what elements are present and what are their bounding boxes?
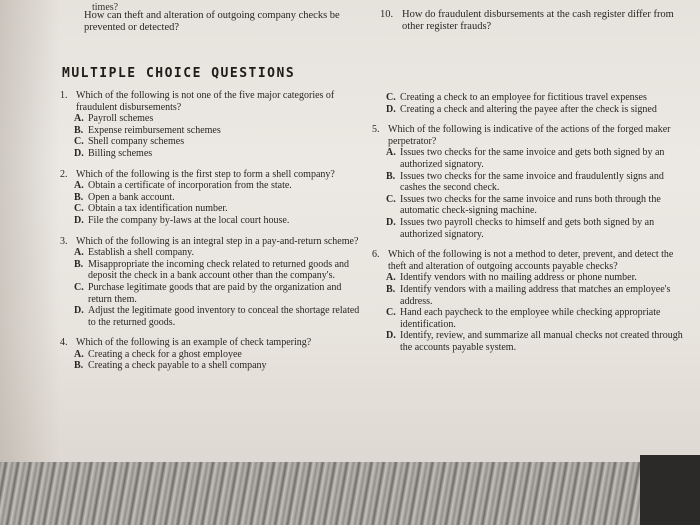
option bbox=[60, 136, 365, 148]
option-text: Hand each paycheck to the employee while checking appropriate identification. bbox=[400, 307, 661, 330]
question-number: 6. bbox=[372, 249, 380, 261]
option-text: Issues two checks for the same invoice and runs both through the automatic check-signing machine. bbox=[400, 193, 661, 217]
option-letter: C. bbox=[386, 92, 396, 103]
option-letter: C. bbox=[74, 281, 84, 293]
question-6 bbox=[372, 249, 690, 353]
question-5 bbox=[372, 124, 690, 240]
question-4-continued bbox=[372, 92, 690, 115]
option bbox=[372, 217, 690, 240]
option bbox=[60, 259, 365, 282]
option-text: Identify vendors with no mailing address or phone number. bbox=[400, 272, 637, 284]
option-text: Adjust the legitimate good inventory to conceal the shortage related to the returned goods. bbox=[88, 305, 360, 328]
option bbox=[60, 180, 365, 192]
option bbox=[60, 215, 365, 227]
option-text: Creating a check payable to a shell company bbox=[88, 360, 267, 372]
option bbox=[60, 125, 365, 137]
option-text: Shell company schemes bbox=[88, 136, 185, 148]
option-letter: B. bbox=[74, 124, 84, 136]
question-9 bbox=[84, 10, 374, 34]
option-letter: A. bbox=[386, 147, 396, 159]
question-10 bbox=[380, 9, 680, 33]
option bbox=[372, 92, 690, 104]
option bbox=[372, 104, 690, 116]
option-letter: D. bbox=[386, 103, 396, 115]
option-letter: C. bbox=[74, 203, 84, 215]
option bbox=[372, 194, 690, 217]
option bbox=[372, 147, 690, 170]
question-3 bbox=[60, 236, 365, 329]
option-text: Payroll schemes bbox=[88, 113, 154, 125]
option bbox=[60, 148, 365, 160]
option-letter: B. bbox=[74, 360, 84, 372]
left-column bbox=[60, 90, 365, 380]
question-text: Which of the following is not a method to deter, prevent, and detect the theft and alteration of outgoing accounts payable checks? bbox=[388, 249, 674, 272]
option-letter: A. bbox=[386, 272, 396, 284]
question-number: 4. bbox=[60, 337, 68, 349]
option-text: Issues two checks for the same invoice and fraudulently signs and cashes the second check. bbox=[400, 170, 664, 194]
option-letter: D. bbox=[386, 330, 396, 342]
question-text: Which of the following is an integral step in a pay-and-return scheme? bbox=[76, 235, 359, 247]
option-text: Identify vendors with a mailing address that matches an employee's address. bbox=[400, 283, 671, 307]
option-letter: B. bbox=[74, 258, 84, 270]
option bbox=[372, 171, 690, 194]
option bbox=[60, 349, 365, 361]
option-letter: A. bbox=[74, 180, 84, 192]
question-4 bbox=[60, 337, 365, 372]
option-text: File the company by-laws at the local court house. bbox=[88, 214, 290, 226]
question-text: Which of the following is an example of check tampering? bbox=[76, 337, 312, 349]
option-text: Obtain a tax identification number. bbox=[88, 203, 228, 215]
question-9-text: How can theft and alteration of outgoing company checks be prevented or detected? bbox=[84, 10, 340, 33]
option bbox=[372, 330, 690, 353]
option-letter: A. bbox=[74, 348, 84, 360]
option bbox=[60, 192, 365, 204]
section-title: MULTIPLE CHOICE QUESTIONS bbox=[62, 66, 296, 81]
question-10-text: How do fraudulent disbursements at the cash register differ from other register frauds? bbox=[402, 9, 674, 32]
option-text: Open a bank account. bbox=[88, 191, 175, 203]
question-1 bbox=[60, 90, 365, 160]
question-number: 2. bbox=[60, 168, 68, 180]
option-letter: A. bbox=[74, 247, 84, 259]
option bbox=[60, 305, 365, 328]
option-letter: B. bbox=[74, 191, 84, 203]
option bbox=[60, 203, 365, 215]
option-text: Purchase legitimate goods that are paid by the organization and return them. bbox=[88, 281, 342, 305]
question-10-number: 10. bbox=[380, 9, 394, 20]
option-text: Issues two checks for the same invoice and gets both signed by an authorized signatory. bbox=[400, 147, 665, 170]
option-text: Issues two payroll checks to himself and gets both signed by an authorized signatory. bbox=[400, 216, 655, 240]
option-text: Identify, review, and summarize all manual checks not created through the accounts payable system. bbox=[400, 330, 683, 353]
option bbox=[60, 360, 365, 372]
option-text: Obtain a certificate of incorporation from the state. bbox=[88, 180, 292, 192]
option-text: Billing schemes bbox=[88, 147, 153, 159]
option-letter: A. bbox=[74, 113, 84, 125]
option-text: Creating a check to an employee for fictitious travel expenses bbox=[400, 92, 647, 103]
question-number: 5. bbox=[372, 124, 380, 136]
option-text: Creating a check and altering the payee after the check is signed bbox=[400, 103, 657, 115]
option-text: Misappropriate the incoming check related to returned goods and deposit the check in a bank account other than the company's. bbox=[88, 258, 350, 282]
option-letter: D. bbox=[74, 214, 84, 226]
question-number: 3. bbox=[60, 235, 68, 247]
option bbox=[372, 272, 690, 284]
option bbox=[372, 307, 690, 330]
right-column bbox=[372, 92, 690, 361]
option-letter: C. bbox=[386, 307, 396, 319]
question-text: Which of the following is not one of the five major categories of fraudulent disbursements? bbox=[76, 90, 335, 113]
option bbox=[60, 113, 365, 125]
option bbox=[372, 284, 690, 307]
cut-off-text: times? bbox=[92, 2, 119, 13]
option bbox=[60, 282, 365, 305]
question-number: 1. bbox=[60, 90, 68, 101]
question-text: Which of the following is indicative of the actions of the forged maker perpetrator? bbox=[388, 124, 671, 147]
page-shadow bbox=[0, 0, 60, 470]
option-text: Creating a check for a ghost employee bbox=[88, 348, 242, 360]
option-letter: C. bbox=[386, 193, 396, 205]
question-2 bbox=[60, 169, 365, 227]
option-text: Expense reimbursement schemes bbox=[88, 124, 221, 136]
option-letter: B. bbox=[386, 170, 396, 182]
option bbox=[60, 247, 365, 259]
option-letter: D. bbox=[74, 305, 84, 317]
option-letter: D. bbox=[74, 147, 84, 159]
background-shadow bbox=[640, 455, 700, 525]
question-text: Which of the following is the first step to form a shell company? bbox=[76, 168, 335, 180]
option-letter: C. bbox=[74, 136, 84, 148]
option-text: Establish a shell company. bbox=[88, 247, 194, 259]
option-letter: B. bbox=[386, 283, 396, 295]
option-letter: D. bbox=[386, 216, 396, 228]
background-surface bbox=[0, 462, 700, 525]
